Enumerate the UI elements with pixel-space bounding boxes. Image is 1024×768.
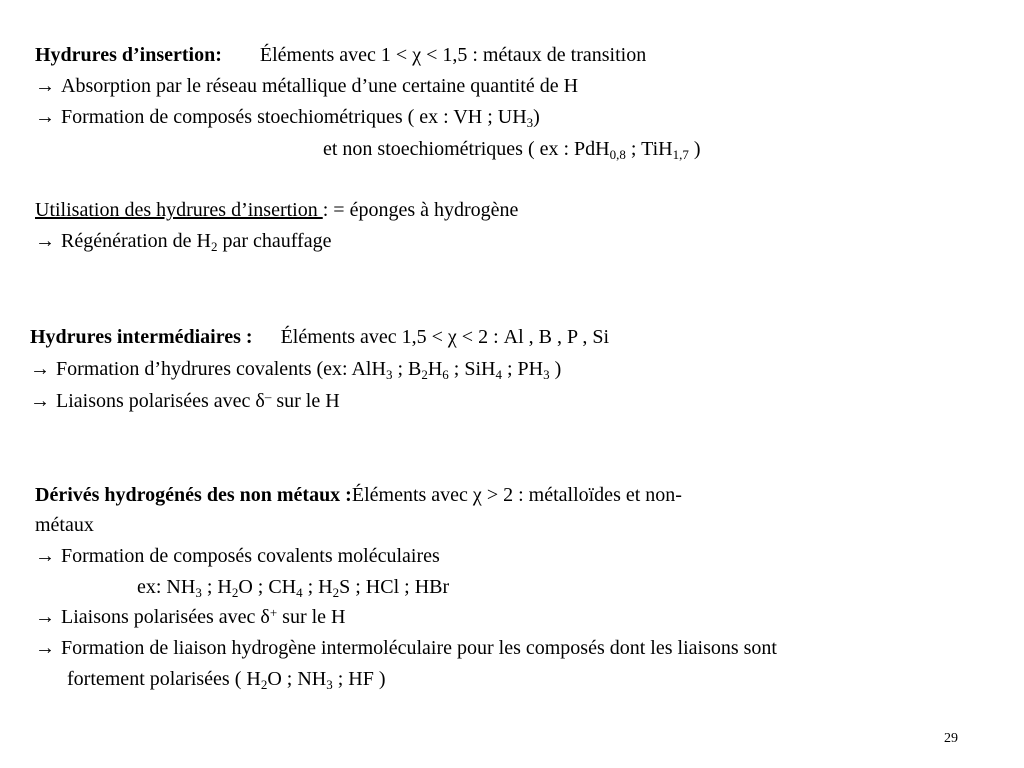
s3-description-continued: métaux — [35, 514, 94, 536]
arrow-right-icon: → — [35, 106, 55, 128]
arrow-right-icon: → — [35, 75, 55, 97]
s1-non-stoechiometric: et non stoechiométriques ( ex : PdH$_{0,8}$ ; TiH$_{1,7}$ ) — [323, 138, 701, 162]
s3-examples: ex: $NH_3$ ; $H_2O$ ; $CH_4$ ; $H_2S$ ; HCl ; HBr — [137, 576, 450, 600]
s3-hydrogen-bond-continued: fortement polarisées ( $H_2O$ ; $NH_3$ ; HF ) — [67, 668, 386, 692]
s2-description: Éléments avec 1,5 < χ < 2 : Al , B , P , Si — [280, 326, 610, 348]
s3-description: Éléments avec χ > 2 : métalloïdes et non- — [351, 484, 682, 506]
s2-bullet-covalent: → Formation d’hydrures covalents (ex: AlH$_3$ ; $B_2H_6$ ; SiH$_4$ ; $PH_3$ ) — [30, 358, 562, 382]
s1-bullet-stoechiometric: → Formation de composés stoechiométriques ( ex : VH ; $UH_3$) — [35, 106, 540, 130]
page-number: 29 — [944, 731, 958, 746]
arrow-right-icon: → — [35, 606, 55, 628]
arrow-right-icon: → — [35, 230, 55, 252]
s1-utilisation-label: Utilisation des hydrures d’insertion — [35, 199, 323, 221]
s1-utilisation: Utilisation des hydrures d’insertion : = éponges à hydrogène — [35, 199, 519, 221]
arrow-right-icon: → — [35, 545, 55, 567]
s3-bullet-polarised: → Liaisons polarisées avec δ+ sur le H — [35, 605, 346, 628]
s1-description: Éléments avec 1 < χ < 1,5 : métaux de transition — [259, 44, 647, 66]
arrow-right-icon: → — [30, 390, 50, 412]
s1-bullet-absorption: → Absorption par le réseau métallique d’une certaine quantité de H — [35, 75, 579, 97]
s1-heading — [35, 43, 646, 67]
arrow-right-icon: → — [35, 637, 55, 659]
s2-title: Hydrures intermédiaires : — [30, 326, 253, 348]
s3-title: Dérivés hydrogénés des non métaux : — [35, 484, 352, 506]
s3-heading — [35, 483, 682, 507]
s3-bullet-hydrogen-bond: → Formation de liaison hydrogène intermoléculaire pour les composés dont les liaisons sont — [35, 637, 777, 659]
arrow-right-icon: → — [30, 358, 50, 380]
s1-title: Hydrures d’insertion: — [35, 44, 222, 66]
s1-bullet-regeneration: → Régénération de $H_2$ par chauffage — [35, 230, 332, 254]
s3-bullet-covalent: → Formation de composés covalents moléculaires — [35, 545, 440, 567]
s2-heading — [30, 325, 609, 349]
s2-bullet-polarised: → Liaisons polarisées avec δ– sur le H — [30, 389, 340, 412]
